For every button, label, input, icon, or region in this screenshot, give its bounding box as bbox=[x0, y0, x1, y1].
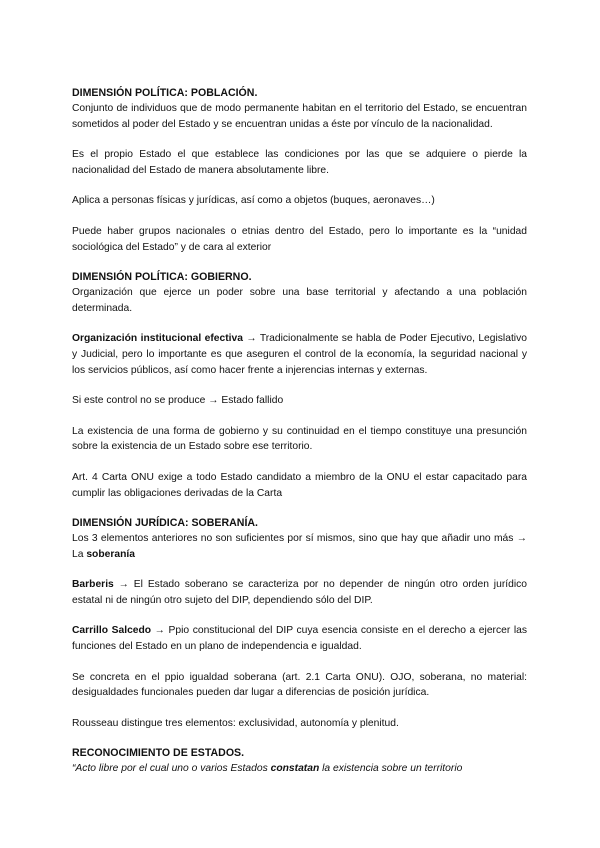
paragraph: Si este control no se produce → Estado fallido bbox=[72, 395, 284, 407]
paragraph-text: → Ppio constitucional del DIP cuya esencia consiste en el derecho a ejercer las funciones del Estado en un plano de independencia e igualdad. bbox=[72, 625, 528, 653]
paragraph: Aplica a personas físicas y jurídicas, así como a objetos (buques, aeronaves…) bbox=[72, 195, 435, 207]
paragraph: Es el propio Estado el que establece las condiciones por las que se adquiere o pierde la nacionalidad del Estado de manera absolutamente libre. bbox=[72, 149, 527, 176]
bold-term: soberanía bbox=[86, 548, 135, 560]
paragraph: Se concreta en el ppio igualdad soberana (art. 2.1 Carta ONU). OJO, soberana, no material: desigualdades funcionales pueden dar lugar a diferencias de posición jurídica. bbox=[72, 671, 527, 699]
paragraph bbox=[72, 623, 527, 654]
paragraph-text: → El Estado soberano se caracteriza por no depender de ningún otro orden jurídico estatal ni de ningún otro sujeto del DIP, dependiendo sólo del DIP. bbox=[72, 579, 527, 606]
paragraph: Organización que ejerce un poder sobre una base territorial y afectando a una población determinada. bbox=[72, 287, 527, 314]
paragraph: Puede haber grupos nacionales o etnias dentro del Estado, pero lo importante es la “unidad sociológica del Estado” y de cara al exterior bbox=[72, 225, 527, 253]
paragraph: Conjunto de individuos que de modo permanente habitan en el territorio del Estado, se encuentran sometidos al poder del Estado y se encuentran unidas a éste por vínculo de la nacionalidad. bbox=[72, 103, 527, 130]
paragraph-text: “Acto libre por el cual uno o varios Estados bbox=[72, 763, 271, 775]
bold-term: Carrillo Salcedo bbox=[72, 625, 152, 637]
paragraph bbox=[72, 531, 527, 562]
paragraph: Rousseau distingue tres elementos: exclusividad, autonomía y plenitud. bbox=[72, 717, 399, 729]
heading-gobierno: DIMENSIÓN POLÍTICA: GOBIERNO. bbox=[72, 271, 252, 284]
paragraph-text: la existencia sobre un territorio bbox=[319, 763, 463, 775]
heading-reconocimiento: RECONOCIMIENTO DE ESTADOS. bbox=[72, 747, 245, 760]
document-page bbox=[72, 86, 527, 777]
paragraph: Art. 4 Carta ONU exige a todo Estado candidato a miembro de la ONU el estar capacitado para cumplir las obligaciones derivadas de la Carta bbox=[72, 471, 527, 499]
heading-soberania: DIMENSIÓN JURÍDICA: SOBERANÍA. bbox=[72, 517, 258, 530]
paragraph-text: → Tradicionalmente se habla de Poder Ejecutivo, Legislativo y Judicial, pero lo importante es que aseguren el control de la economía, la seguridad nacional y los servicios públicos, así como hacer frente a injerencias internas y externas. bbox=[72, 333, 527, 376]
bold-term: constatan bbox=[270, 763, 320, 775]
bold-term: Organización institucional efectiva bbox=[72, 333, 243, 345]
paragraph: La existencia de una forma de gobierno y su continuidad en el tiempo constituye una presunción sobre la existencia de un Estado sobre ese territorio. bbox=[72, 425, 527, 453]
paragraph-text: Los 3 elementos anteriores no son suficientes por sí mismos, sino que hay que añadir uno más → La bbox=[72, 533, 527, 560]
paragraph bbox=[72, 761, 527, 777]
paragraph bbox=[72, 577, 527, 608]
bold-term: Barberis bbox=[72, 579, 114, 591]
heading-poblacion: DIMENSIÓN POLÍTICA: POBLACIÓN. bbox=[72, 87, 258, 99]
paragraph bbox=[72, 331, 527, 378]
